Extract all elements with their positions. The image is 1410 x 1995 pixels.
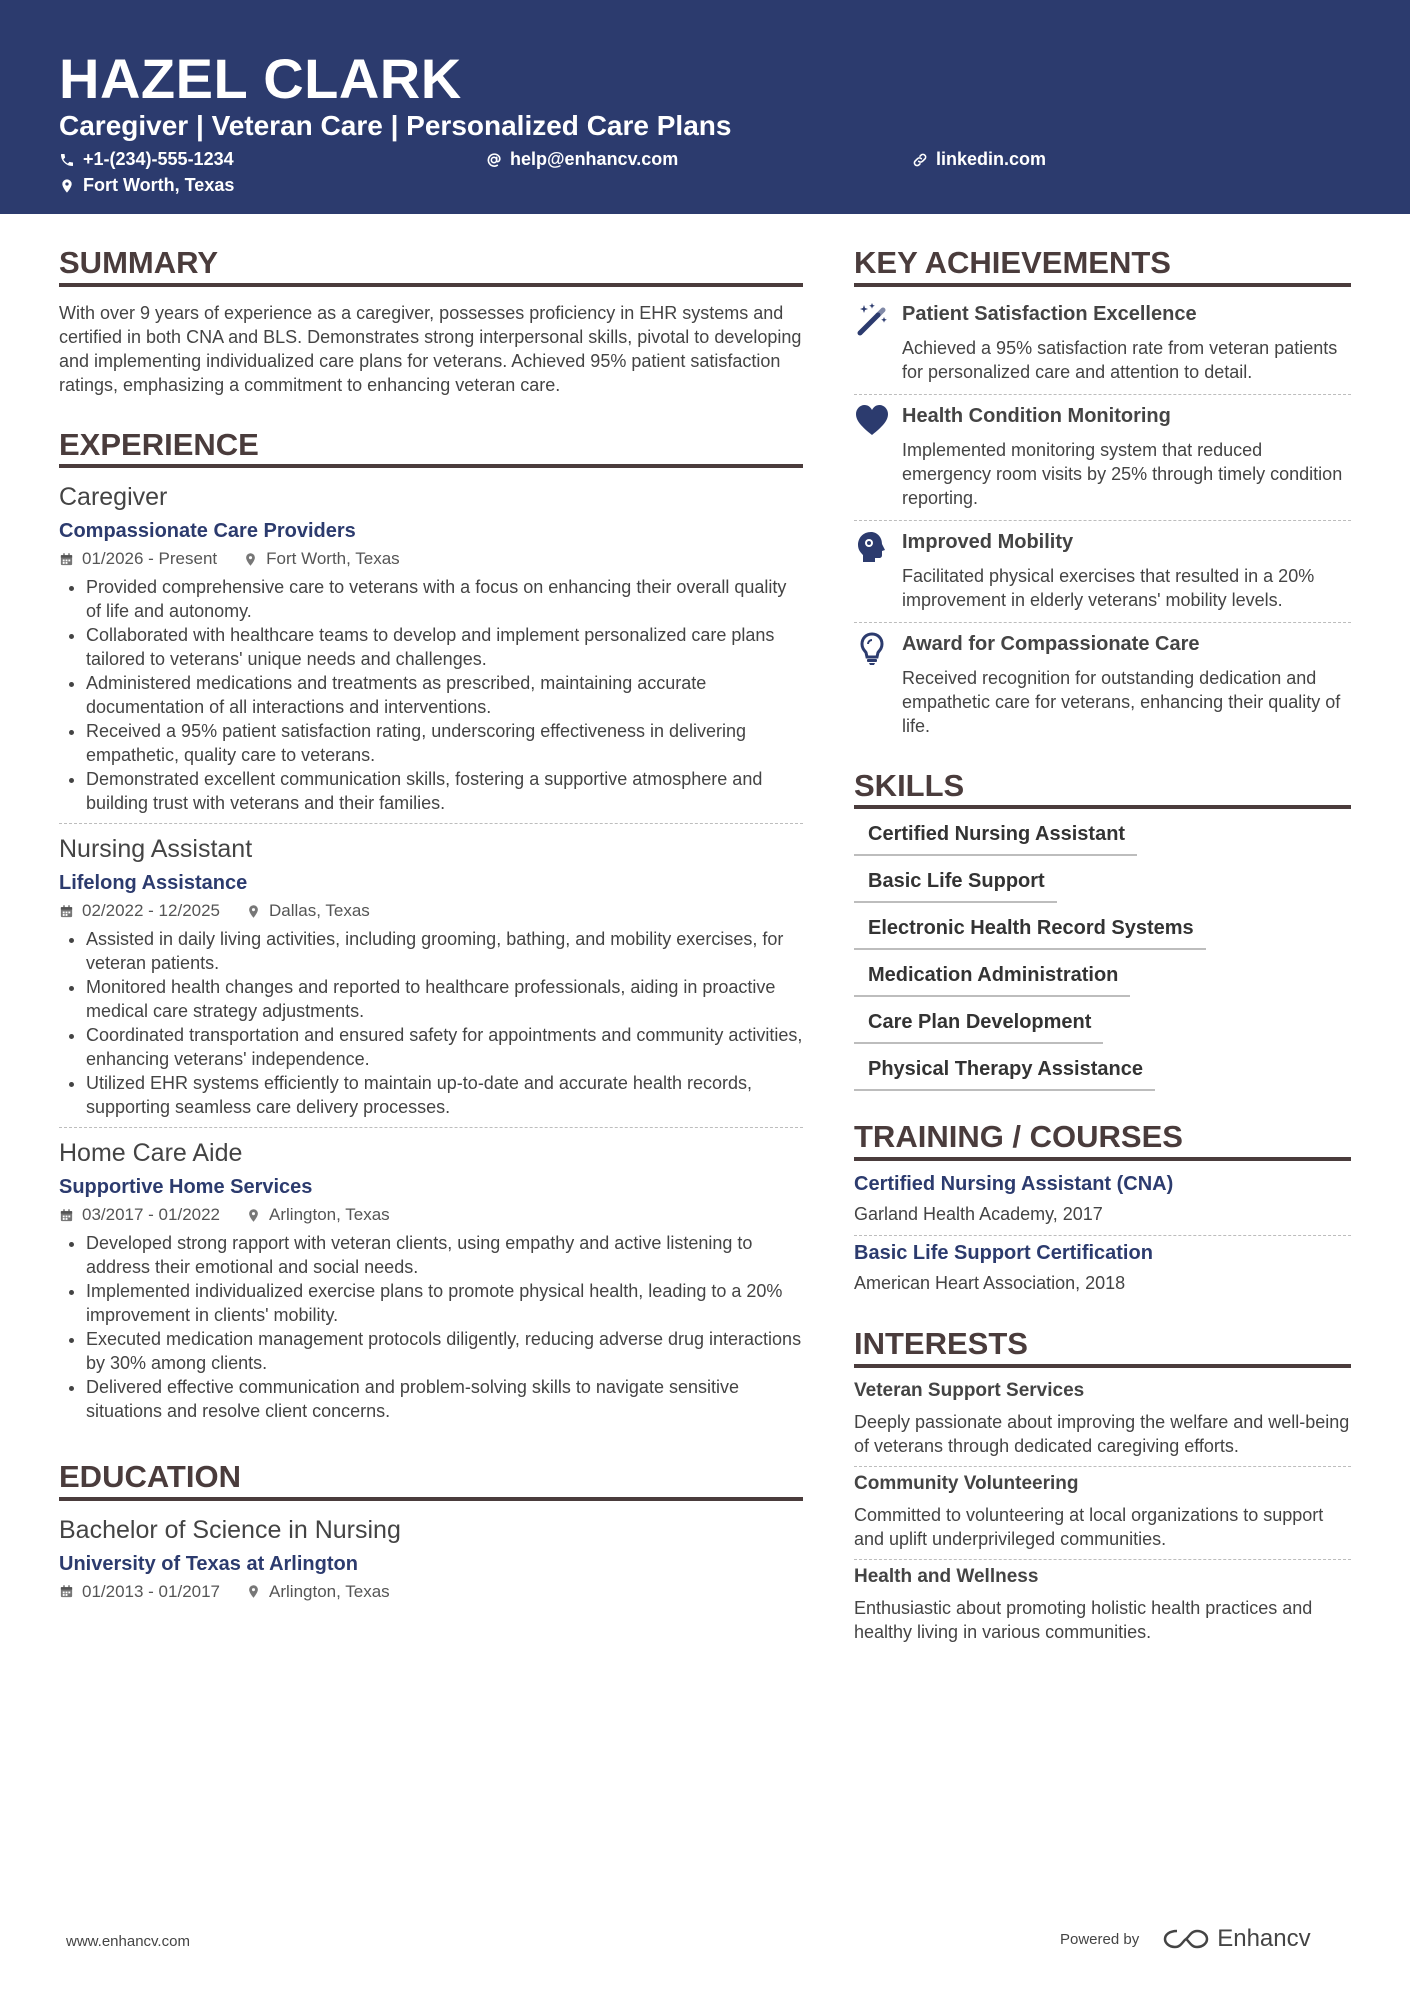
skill-tag: Medication Administration	[854, 956, 1130, 997]
skill-tag: Physical Therapy Assistance	[854, 1050, 1155, 1091]
skill-tag: Care Plan Development	[854, 1003, 1103, 1044]
course-item	[854, 1236, 1351, 1304]
job-location-text: Dallas, Texas	[269, 901, 370, 921]
job-bullet: • Monitored health changes and reported to healthcare professionals, aiding in proactive medical care strategy adjustments.	[86, 975, 803, 1023]
linkedin-link[interactable]: linkedin.com	[936, 149, 1047, 169]
lightbulb-icon	[854, 631, 890, 667]
location-pin-icon	[243, 552, 258, 567]
job-meta	[59, 1205, 803, 1225]
job-bullets	[59, 1231, 803, 1423]
job-dates	[59, 1205, 220, 1225]
achievement-title: Award for Compassionate Care	[902, 632, 1200, 655]
interest-desc: Deeply passionate about improving the welfare and well-being of veterans through dedicated caregiving efforts.	[854, 1411, 1350, 1456]
job-bullet: • Coordinated transportation and ensured safety for appointments and community activities, enhancing veterans' independence.	[86, 1023, 803, 1071]
calendar-icon	[59, 552, 74, 567]
location-pin-icon	[246, 1584, 261, 1599]
email-link[interactable]: help@enhancv.com	[510, 149, 679, 169]
education-dates-text: 01/2013 - 01/2017	[82, 1581, 221, 1601]
achievement-title: Patient Satisfaction Excellence	[902, 302, 1197, 325]
calendar-icon	[59, 1208, 74, 1223]
job-bullet: • Provided comprehensive care to veterans with a focus on enhancing their overall quality of life and autonomy.	[86, 575, 803, 623]
location-pin-icon	[246, 1208, 261, 1223]
experience-item	[59, 834, 803, 1128]
skill-tag: Basic Life Support	[854, 862, 1057, 903]
skill-tag: Certified Nursing Assistant	[854, 815, 1137, 856]
education-heading: EDUCATION	[59, 1459, 803, 1501]
summary-text: With over 9 years of experience as a caregiver, possesses proficiency in EHR systems and certified in both CNA and BLS. Demonstrates strong interpersonal skills, pivotal to developing and implementing individualized care plans for veterans. Achieved 95% patient satisfaction ratings, emphasizing a commitment to enhancing veteran care.	[59, 302, 802, 395]
experience-item	[59, 482, 803, 824]
job-location-text: Arlington, Texas	[269, 1205, 390, 1225]
calendar-icon	[59, 1584, 74, 1599]
candidate-name: HAZEL CLARK	[59, 47, 462, 110]
brand-name: Enhancv	[1217, 1925, 1311, 1952]
location-text: Fort Worth, Texas	[83, 175, 235, 195]
candidate-title: Caregiver | Veteran Care | Personalized Care Plans	[59, 110, 732, 141]
interests-heading: INTERESTS	[854, 1326, 1351, 1368]
interest-item	[854, 1560, 1351, 1652]
contact-linkedin	[912, 149, 1046, 170]
job-dates	[59, 549, 217, 569]
heart-icon	[854, 403, 890, 439]
job-bullet: • Received a 95% patient satisfaction rating, underscoring effectiveness in delivering empathetic, quality care to veterans.	[86, 719, 803, 767]
phone-icon	[59, 152, 75, 168]
head-profile-icon	[854, 529, 890, 565]
achievement-item	[854, 623, 1351, 748]
achievement-title: Health Condition Monitoring	[902, 404, 1171, 427]
job-dates-text: 02/2022 - 12/2025	[82, 901, 221, 921]
contact-email	[486, 149, 678, 170]
job-bullet: • Administered medications and treatments as prescribed, maintaining accurate documentation of all interactions and interventions.	[86, 671, 803, 719]
magic-wand-icon	[854, 301, 890, 337]
interest-item	[854, 1374, 1351, 1467]
job-role: Home Care Aide	[59, 1139, 243, 1168]
calendar-icon	[59, 904, 74, 919]
job-bullet: • Utilized EHR systems efficiently to maintain up-to-date and accurate health records, supporting seamless care delivery processes.	[86, 1071, 803, 1119]
job-bullets	[59, 927, 803, 1119]
job-bullet: • Demonstrated excellent communication skills, fostering a supportive atmosphere and building trust with veterans and their families.	[86, 767, 803, 815]
course-provider: American Heart Association, 2018	[854, 1272, 1126, 1293]
job-meta	[59, 901, 803, 921]
job-role: Caregiver	[59, 483, 168, 512]
summary-heading: SUMMARY	[59, 245, 803, 287]
education-location	[246, 1582, 390, 1602]
experience-item	[59, 1138, 803, 1431]
interest-title: Community Volunteering	[854, 1472, 1079, 1494]
at-sign-icon	[486, 152, 502, 168]
achievement-title: Improved Mobility	[902, 530, 1074, 553]
education-degree: Bachelor of Science in Nursing	[59, 1515, 401, 1544]
interest-title: Health and Wellness	[854, 1565, 1039, 1587]
course-title: Basic Life Support Certification	[854, 1241, 1153, 1264]
job-bullets	[59, 575, 803, 815]
education-meta	[59, 1582, 803, 1602]
job-role: Nursing Assistant	[59, 835, 253, 864]
skill-tag: Electronic Health Record Systems	[854, 909, 1206, 950]
job-company: Lifelong Assistance	[59, 872, 248, 895]
powered-by-text: Powered by	[1060, 1930, 1140, 1948]
contact-phone	[59, 149, 234, 170]
achievement-desc: Achieved a 95% satisfaction rate from veteran patients for personalized care and attention to detail.	[902, 337, 1338, 382]
footer-branding	[1060, 1925, 1311, 1953]
achievements-heading: KEY ACHIEVEMENTS	[854, 245, 1351, 287]
phone-text: +1-(234)-555-1234	[83, 149, 234, 169]
training-heading: TRAINING / COURSES	[854, 1119, 1351, 1161]
footer-website[interactable]: www.enhancv.com	[66, 1933, 190, 1950]
achievement-desc: Received recognition for outstanding dedication and empathetic care for veterans, enhancing their quality of life.	[902, 667, 1341, 736]
job-location	[243, 549, 400, 569]
job-bullet: • Developed strong rapport with veteran clients, using empathy and active listening to address their emotional and social needs.	[86, 1231, 803, 1279]
job-meta	[59, 549, 803, 569]
job-bullet: • Collaborated with healthcare teams to develop and implement personalized care plans tailored to veterans' unique needs and challenges.	[86, 623, 803, 671]
course-item	[854, 1167, 1351, 1236]
job-location	[246, 1205, 390, 1225]
course-provider: Garland Health Academy, 2017	[854, 1203, 1103, 1224]
link-icon	[912, 152, 928, 168]
job-company: Supportive Home Services	[59, 1176, 313, 1199]
enhancv-logo-icon	[1163, 1927, 1209, 1951]
education-location-text: Arlington, Texas	[269, 1581, 390, 1601]
resume-header	[0, 0, 1410, 214]
job-location	[246, 901, 370, 921]
achievement-desc: Implemented monitoring system that reduced emergency room visits by 25% through timely condition reporting.	[902, 439, 1343, 508]
contact-location	[59, 175, 234, 196]
interest-title: Veteran Support Services	[854, 1379, 1085, 1401]
interest-desc: Enthusiastic about promoting holistic health practices and healthy living in various communities.	[854, 1597, 1313, 1642]
job-bullet: • Assisted in daily living activities, including grooming, bathing, and mobility exercises, for veteran patients.	[86, 927, 803, 975]
job-dates	[59, 901, 220, 921]
location-pin-icon	[246, 904, 261, 919]
job-bullet: • Delivered effective communication and problem-solving skills to navigate sensitive situations and resolve client concerns.	[86, 1375, 803, 1423]
skills-heading: SKILLS	[854, 768, 1351, 810]
job-bullet: • Executed medication management protocols diligently, reducing adverse drug interactions by 30% among clients.	[86, 1327, 803, 1375]
job-dates-text: 01/2026 - Present	[82, 549, 218, 569]
education-dates	[59, 1582, 220, 1602]
course-title: Certified Nursing Assistant (CNA)	[854, 1172, 1174, 1195]
experience-heading: EXPERIENCE	[59, 427, 803, 469]
achievement-item	[854, 293, 1351, 395]
job-bullet: • Implemented individualized exercise plans to promote physical health, leading to a 20% improvement in clients' mobility.	[86, 1279, 803, 1327]
location-pin-icon	[59, 178, 75, 194]
right-column	[854, 245, 1351, 1652]
achievement-item	[854, 395, 1351, 521]
left-column	[59, 245, 803, 1602]
achievement-desc: Facilitated physical exercises that resulted in a 20% improvement in elderly veterans' mobility levels.	[902, 565, 1315, 610]
interest-item	[854, 1467, 1351, 1560]
achievement-item	[854, 521, 1351, 623]
job-dates-text: 03/2017 - 01/2022	[82, 1205, 221, 1225]
brand-logo[interactable]	[1163, 1925, 1310, 1953]
education-school: University of Texas at Arlington	[59, 1552, 358, 1575]
job-location-text: Fort Worth, Texas	[266, 549, 400, 569]
job-company: Compassionate Care Providers	[59, 520, 356, 543]
interest-desc: Committed to volunteering at local organizations to support and uplift underprivileged communities.	[854, 1504, 1324, 1549]
